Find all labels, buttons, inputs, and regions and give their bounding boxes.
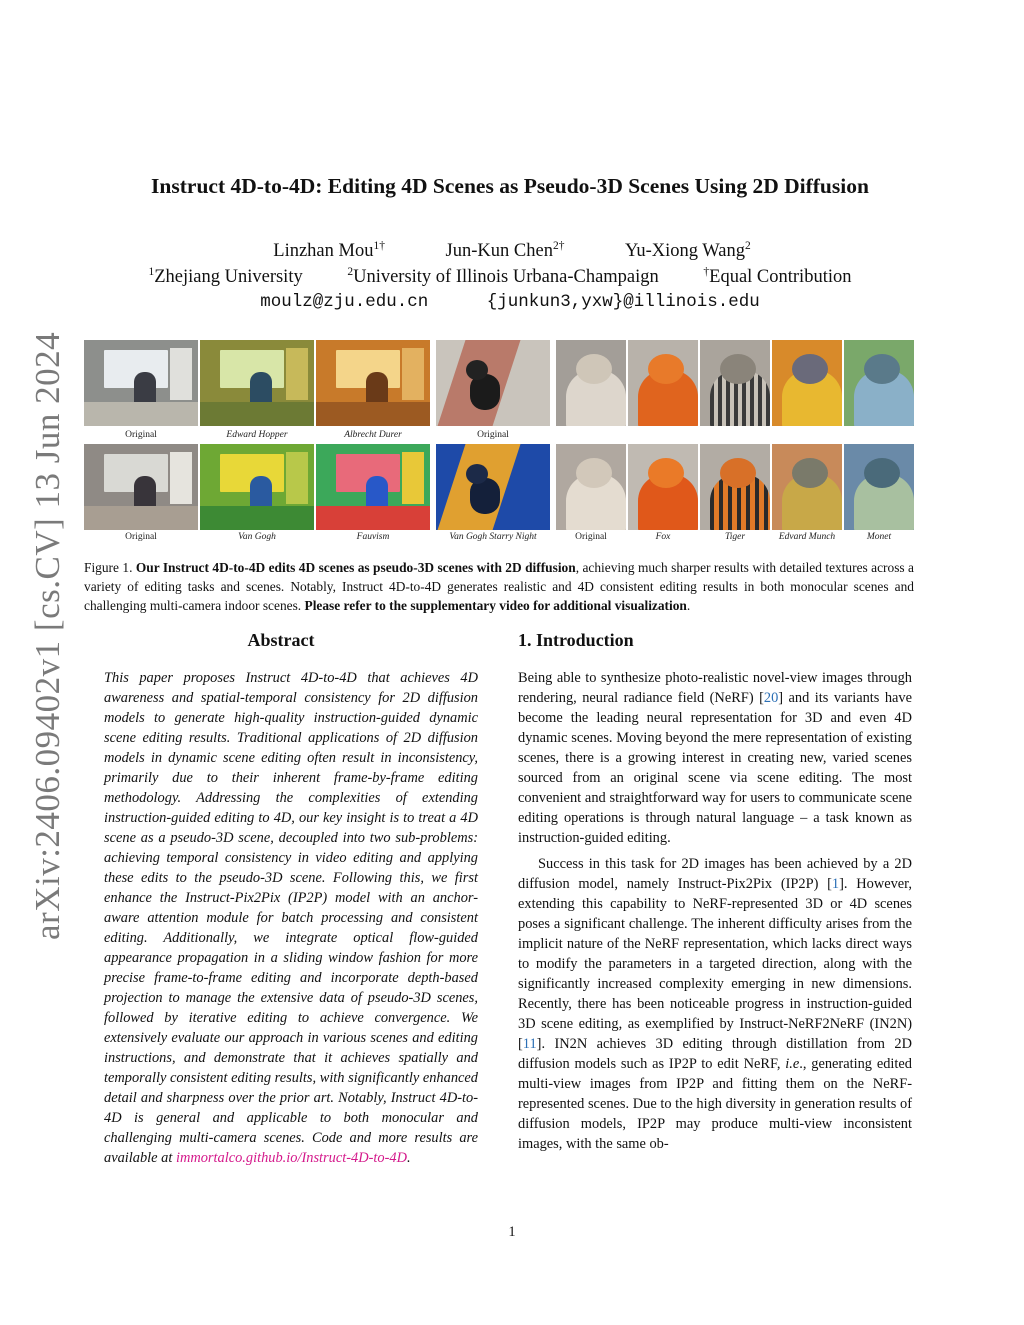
project-link[interactable]: immortalco.github.io/Instruct-4D-to-4D — [175, 1150, 407, 1166]
caption-van-gogh-starry-night: Van Gogh Starry Night — [449, 532, 537, 542]
image-room-original-bottom — [84, 444, 198, 530]
email-list — [60, 292, 960, 312]
abstract-heading: Abstract — [247, 630, 315, 650]
affiliation-3: †Equal Contribution — [703, 266, 852, 288]
arxiv-stamp: arXiv:2406.09402v1 [cs.CV] 13 Jun 2024 — [28, 331, 67, 940]
image-cat-monet — [844, 444, 914, 530]
caption-original-cat: Original — [575, 532, 607, 542]
caption-original-dog: Original — [477, 430, 509, 440]
image-cat-tiger — [700, 444, 770, 530]
image-cat-edvard-munch — [772, 444, 842, 530]
caption-edward-hopper: Edward Hopper — [226, 430, 288, 440]
caption-edvard-munch: Edvard Munch — [778, 532, 836, 542]
introduction-heading: 1. Introduction — [518, 630, 634, 650]
caption-tiger: Tiger — [724, 532, 746, 542]
image-cat-monet-top — [844, 340, 914, 426]
image-cat-original-top — [556, 340, 626, 426]
caption-monet: Monet — [866, 532, 892, 542]
caption-fauvism: Fauvism — [356, 532, 390, 542]
image-cat-tiger-top — [700, 340, 770, 426]
citation-1[interactable]: 1 — [831, 876, 840, 892]
affiliation-1: $^1$Zhejiang University — [148, 266, 303, 288]
paper-title: Instruct 4D-to-4D: Editing 4D Scenes as Pseudo-3D Scenes Using 2D Diffusion — [151, 174, 869, 198]
affiliation-2: $^2$University of Illinois Urbana-Champaign — [347, 266, 659, 288]
author-3: Yu-Xiong Wang$^2$ — [625, 240, 751, 262]
author-2: Jun-Kun Chen$^{2\dagger}$ — [445, 240, 565, 262]
page-number: 1 — [508, 1224, 516, 1240]
image-room-fauvism — [316, 444, 430, 530]
email-1: moulz@zju.edu.cn — [260, 292, 429, 312]
image-room-van-gogh — [200, 444, 314, 530]
image-room-edward-hopper — [200, 340, 314, 426]
image-dog-original — [436, 340, 550, 426]
caption-original-room: Original — [125, 430, 157, 440]
caption-van-gogh: Van Gogh — [238, 532, 276, 542]
image-room-original-top — [84, 340, 198, 426]
intro-paragraph-1: Being able to synthesize photo-realistic novel-view images through rendering, neural radiance field (NeRF) [20] and its variants have become the leading neural representation for 3D and even 4D dynamic scenes. Moving beyond the mere representation of existing scenes, there is a growing interest in creating new, varied scenes sourced from an original scene via scene editing. The most convenient and straightforward way for users to communicate scene editing operations is through natural language – a task known as instruction-guided editing. — [518, 670, 913, 846]
image-room-albrecht-durer — [316, 340, 430, 426]
introduction-text — [518, 668, 912, 1160]
caption-fox: Fox — [655, 532, 671, 542]
image-dog-starry-night — [436, 444, 550, 530]
caption-original-room-bottom: Original — [125, 532, 157, 542]
email-2: {junkun3,yxw}@illinois.edu — [486, 292, 760, 312]
image-cat-munch-top — [772, 340, 842, 426]
abstract-text: This paper proposes Instruct 4D-to-4D that achieves 4D awareness and spatial-temporal consistency for 2D diffusion models to generate high-quality instruction-guided dynamic scene editing results. Traditional applications of 2D diffusion models in dynamic scene editing often result in inconsistency, primarily due to their inherent frame-by-frame editing methodology. Addressing the complexities of extending instruction-guided editing to 4D, our key insight is to treat a 4D scene as a pseudo-3D scene, decoupled into two sub-problems: achieving temporal consistency in video editing and applying these edits to the pseudo-3D scene. Following this, we first enhance the Instruct-Pix2Pix (IP2P) model with an anchor-aware attention module for batch processing and consistent editing. Additionally, we integrate optical flow-guided appearance propagation in a sliding window fashion for more precise frame-to-frame editing and incorporate depth-based projection to manage the extensive data of pseudo-3D scenes, followed by iterative editing to achieve convergence. We extensively evaluate our approach in various scenes and editing instructions, and demonstrate that it achieves spatially and temporally consistent editing results, with significantly enhanced detail and sharpness over the prior art. Notably, Instruct 4D-to-4D is general and applicable to both monocular and challenging multi-camera scenes. Code and more results are available at immortalco.github.io/Instruct-4D-to-4D. — [104, 670, 478, 1166]
intro-paragraph-2: Success in this task for 2D images has been achieved by a 2D diffusion model, namely Instruct-Pix2Pix (IP2P) [1]. However, extending this capability to NeRF-represented 3D or 4D scenes poses a significant challenge. The inherent difficulty arises from the implicit nature of the NeRF representation, which lacks direct ways to modify the parameters in a targeted direction, along with the significantly increased complexity emerging in new dimensions. Recently, there has been noticeable progress in instruction-guided 3D scene editing, as exemplified by Instruct-NeRF2NeRF (IN2N) [11]. IN2N achieves 3D editing through distillation from 2D diffusion models such as IP2P to edit NeRF, i.e., generating edited multi-view images from IP2P and fitting them on the NeRF-represented scenes. Due to the high diversity in generation results of diffusion models, IP2P may produce multi-view inconsistent images, with the same ob- — [518, 856, 912, 1152]
image-cat-fox-top — [628, 340, 698, 426]
caption-albrecht-durer: Albrecht Durer — [344, 430, 402, 440]
figure-1 — [84, 340, 914, 546]
author-list — [60, 240, 964, 262]
image-cat-fox — [628, 444, 698, 530]
image-cat-original — [556, 444, 626, 530]
citation-20[interactable]: 20 — [763, 690, 779, 706]
affiliation-list — [60, 266, 940, 288]
citation-11[interactable]: 11 — [522, 1036, 537, 1052]
author-1: Linzhan Mou$^{1\dagger}$ — [273, 240, 385, 262]
figure-caption: Figure 1. Our Instruct 4D-to-4D edits 4D scenes as pseudo-3D scenes with 2D diffusion, achieving much sharper results with detailed textures across a variety of editing tasks and scenes. Notably, Instruct 4D-to-4D generates realistic and 4D consistent editing results in both monocular scenes and challenging multi-camera indoor scenes. Please refer to the supplementary video for additional visualization. — [84, 560, 914, 613]
